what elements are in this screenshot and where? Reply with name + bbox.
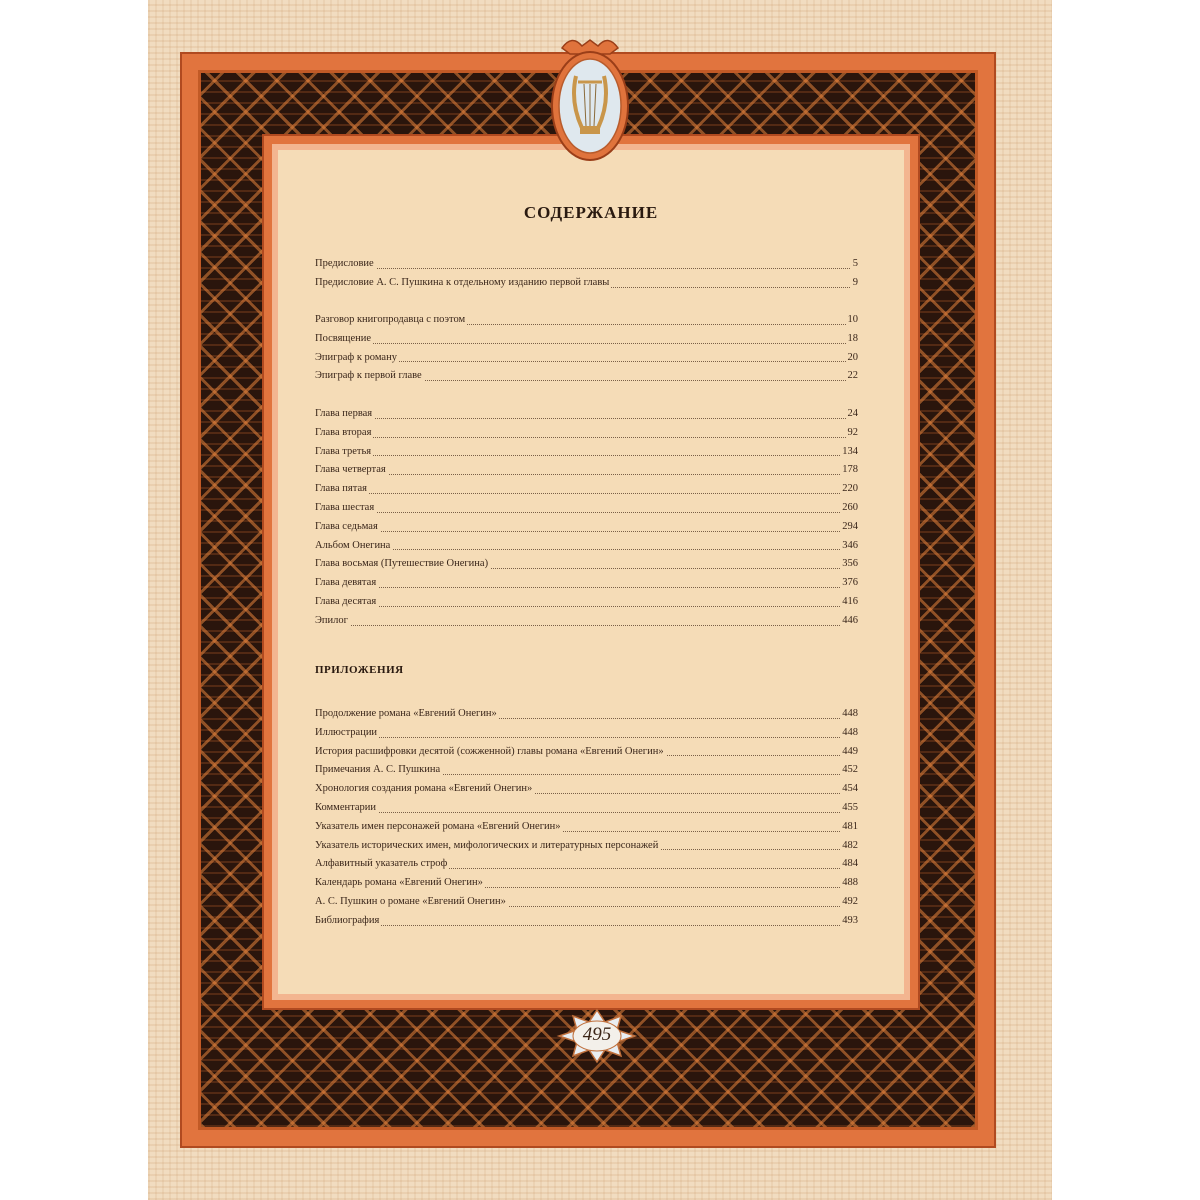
toc-group-front [315,255,858,293]
toc-label: Глава четвертая [315,464,386,476]
toc-page: 492 [840,893,858,912]
toc-label: Хронология создания романа «Евгений Онегин» [315,783,533,795]
toc-page: 9 [851,274,858,293]
toc-page: 20 [846,349,859,368]
toc-item[interactable] [315,612,858,631]
toc-label: Предисловие А. С. Пушкина к отдельному изданию первой главы [315,276,610,288]
toc-item[interactable] [315,461,858,480]
toc-label: Комментарии [315,801,376,813]
toc-page: 488 [840,874,858,893]
page-title: СОДЕРЖАНИЕ [523,203,659,222]
toc-item[interactable] [315,330,858,349]
toc-page: 178 [840,461,858,480]
toc-item[interactable] [315,837,858,856]
toc-item[interactable] [315,855,858,874]
toc-item[interactable] [315,743,858,762]
toc-item[interactable] [315,311,858,330]
toc-item[interactable] [315,367,858,386]
toc-page: 455 [840,799,858,818]
toc-label: Указатель исторических имен, мифологических и литературных персонажей [315,839,659,851]
toc-item[interactable] [315,761,858,780]
toc-label: Предисловие [315,258,374,269]
toc-page: 481 [840,818,858,837]
appendix-heading: ПРИЛОЖЕНИЯ [315,664,404,676]
toc-group-intro [315,311,858,386]
toc-item[interactable] [315,537,858,556]
toc-label: Глава первая [315,408,373,419]
toc-item[interactable] [315,555,858,574]
toc-page: 260 [840,499,858,518]
toc-label: Указатель имен персонажей романа «Евгений Онегин» [315,820,561,832]
toc-label: Эпилог [315,614,348,626]
toc-page: 448 [840,705,858,724]
toc-label: Посвящение [315,332,372,344]
toc-item[interactable] [315,349,858,368]
toc-page: 356 [840,555,858,574]
toc-item[interactable] [315,893,858,912]
toc-label: Глава седьмая [315,520,378,532]
toc-label: Алфавитный указатель строф [315,858,448,870]
page-number: 495 [582,1024,612,1045]
toc-page: 449 [840,743,858,762]
toc-page: 22 [846,367,859,386]
toc-item[interactable] [315,818,858,837]
toc-label: Альбом Онегина [315,539,391,551]
toc-page: 5 [851,255,858,274]
toc-label: Глава вторая [315,426,372,438]
toc-item[interactable] [315,780,858,799]
toc-label: Глава девятая [315,577,377,589]
toc-page: 10 [846,311,859,330]
toc-label: Иллюстрации [315,726,378,738]
toc-label: Примечания А. С. Пушкина [315,764,441,776]
toc-page: 134 [840,443,858,462]
toc-page: 294 [840,518,858,537]
toc-label: Глава третья [315,445,372,457]
toc-item[interactable] [315,912,858,931]
toc-page: 482 [840,837,858,856]
toc-group-appendix [315,705,858,931]
toc-page: 220 [840,480,858,499]
toc-page: 448 [840,724,858,743]
toc-label: Разговор книгопродавца с поэтом [315,314,466,325]
toc-item[interactable] [315,799,858,818]
toc-label: Глава восьмая (Путешествие Онегина) [315,558,489,570]
toc-label: Календарь романа «Евгений Онегин» [315,877,483,889]
toc-label: Продолжение романа «Евгений Онегин» [315,708,497,719]
toc-label: Глава десятая [315,595,377,607]
toc-item[interactable] [315,705,858,724]
toc-item[interactable] [315,874,858,893]
toc-item[interactable] [315,255,858,274]
toc-item[interactable] [315,443,858,462]
toc-group-chapters [315,405,858,631]
toc-item[interactable] [315,724,858,743]
toc-label: Эпиграф к роману [315,351,397,363]
toc-item[interactable] [315,593,858,612]
toc-item[interactable] [315,424,858,443]
toc-item[interactable] [315,274,858,293]
toc-item[interactable] [315,518,858,537]
toc-page: 452 [840,761,858,780]
toc-page: 493 [840,912,858,931]
toc-label: Библиография [315,914,380,926]
toc-page: 484 [840,855,858,874]
lyre-medallion-icon [548,32,632,162]
toc-page: 92 [846,424,859,443]
toc-label: История расшифровки десятой (сожженной) главы романа «Евгений Онегин» [315,745,664,757]
toc-item[interactable] [315,405,858,424]
toc-page: 376 [840,574,858,593]
toc-page: 454 [840,780,858,799]
toc-label: Глава пятая [315,483,367,495]
toc-label: Глава шестая [315,501,375,513]
toc-label: А. С. Пушкин о романе «Евгений Онегин» [315,895,506,907]
toc-page: 24 [846,405,859,424]
toc-item[interactable] [315,480,858,499]
toc-label: Эпиграф к первой главе [315,370,422,382]
toc-item[interactable] [315,574,858,593]
toc-item[interactable] [315,499,858,518]
toc-page: 416 [840,593,858,612]
toc-page: 18 [846,330,859,349]
toc-page: 446 [840,612,858,631]
toc-page: 346 [840,537,858,556]
page-number-badge [555,1008,639,1064]
